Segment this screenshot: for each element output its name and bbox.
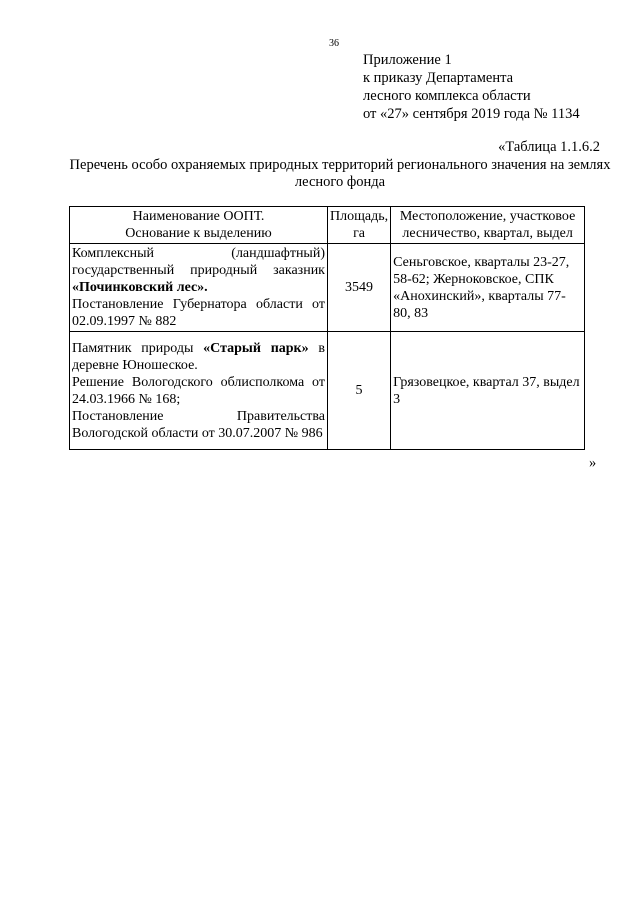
row-2-basis-2: Постановление Правительства Вологодской области от 30.07.2007 № 986 [72, 408, 325, 441]
appendix-line-2: к приказу Департамента [363, 70, 514, 86]
row-2-name-prefix: Памятник природы [72, 340, 194, 356]
row-1-name-prefix-a: Комплексный [72, 246, 154, 261]
header-area-line-1: Площадь, [330, 209, 389, 224]
header-location [391, 207, 585, 244]
appendix-line-4: от «27» сентября 2019 года № 1134 [363, 106, 580, 122]
row-1-name [70, 244, 328, 332]
table-row [70, 244, 585, 332]
row-2-area: 5 [328, 332, 391, 450]
appendix-line-3: лесного комплекса области [363, 88, 531, 104]
table-header-row [70, 207, 585, 244]
row-1-location: Сеньговское, кварталы 23-27, 58-62; Жерноковское, СПК «Анохинский», кварталы 77-80, 83 [391, 244, 585, 332]
table-row [70, 332, 585, 450]
row-2-location: Грязовецкое, квартал 37, выдел 3 [391, 332, 585, 450]
row-1-name-bold: «Починковский лес». [72, 280, 208, 295]
row-1-basis: Постановление Губернатора области от 02.09.1997 № 882 [72, 297, 325, 329]
row-2-basis-1: Решение Вологодского облисполкома от 24.03.1966 № 168; [72, 374, 325, 407]
row-1-name-prefix-b: (ландшафтный) [231, 246, 325, 261]
header-location-line-1: Местоположение, участковое [399, 209, 576, 224]
header-name-line-2: Основание к выделению [125, 226, 272, 241]
header-area-line-2: га [353, 226, 366, 241]
header-name-line-1: Наименование ООПТ. [132, 209, 265, 224]
row-1-name-first-line [72, 245, 325, 262]
header-location-line-2: лесничество, квартал, выдел [402, 226, 573, 241]
row-1-area: 3549 [328, 244, 391, 332]
row-2-name-block [72, 340, 325, 374]
appendix-header [363, 51, 580, 123]
header-area [328, 207, 391, 244]
row-2-name-bold: «Старый парк» [203, 340, 309, 356]
table-label: «Таблица 1.1.6.2 [498, 139, 600, 155]
page-number: 36 [329, 38, 339, 49]
document-title: Перечень особо охраняемых природных территорий регионального значения на землях лесного фонда [69, 157, 611, 190]
row-2-name [70, 332, 328, 450]
header-name [70, 207, 328, 244]
closing-quote: » [589, 455, 597, 471]
appendix-line-1: Приложение 1 [363, 52, 452, 68]
protected-areas-table [69, 206, 585, 450]
row-2-name-suffix: в деревне Юношеское. [72, 340, 325, 373]
row-1-name-prefix-c: государственный природный заказник [72, 263, 325, 278]
